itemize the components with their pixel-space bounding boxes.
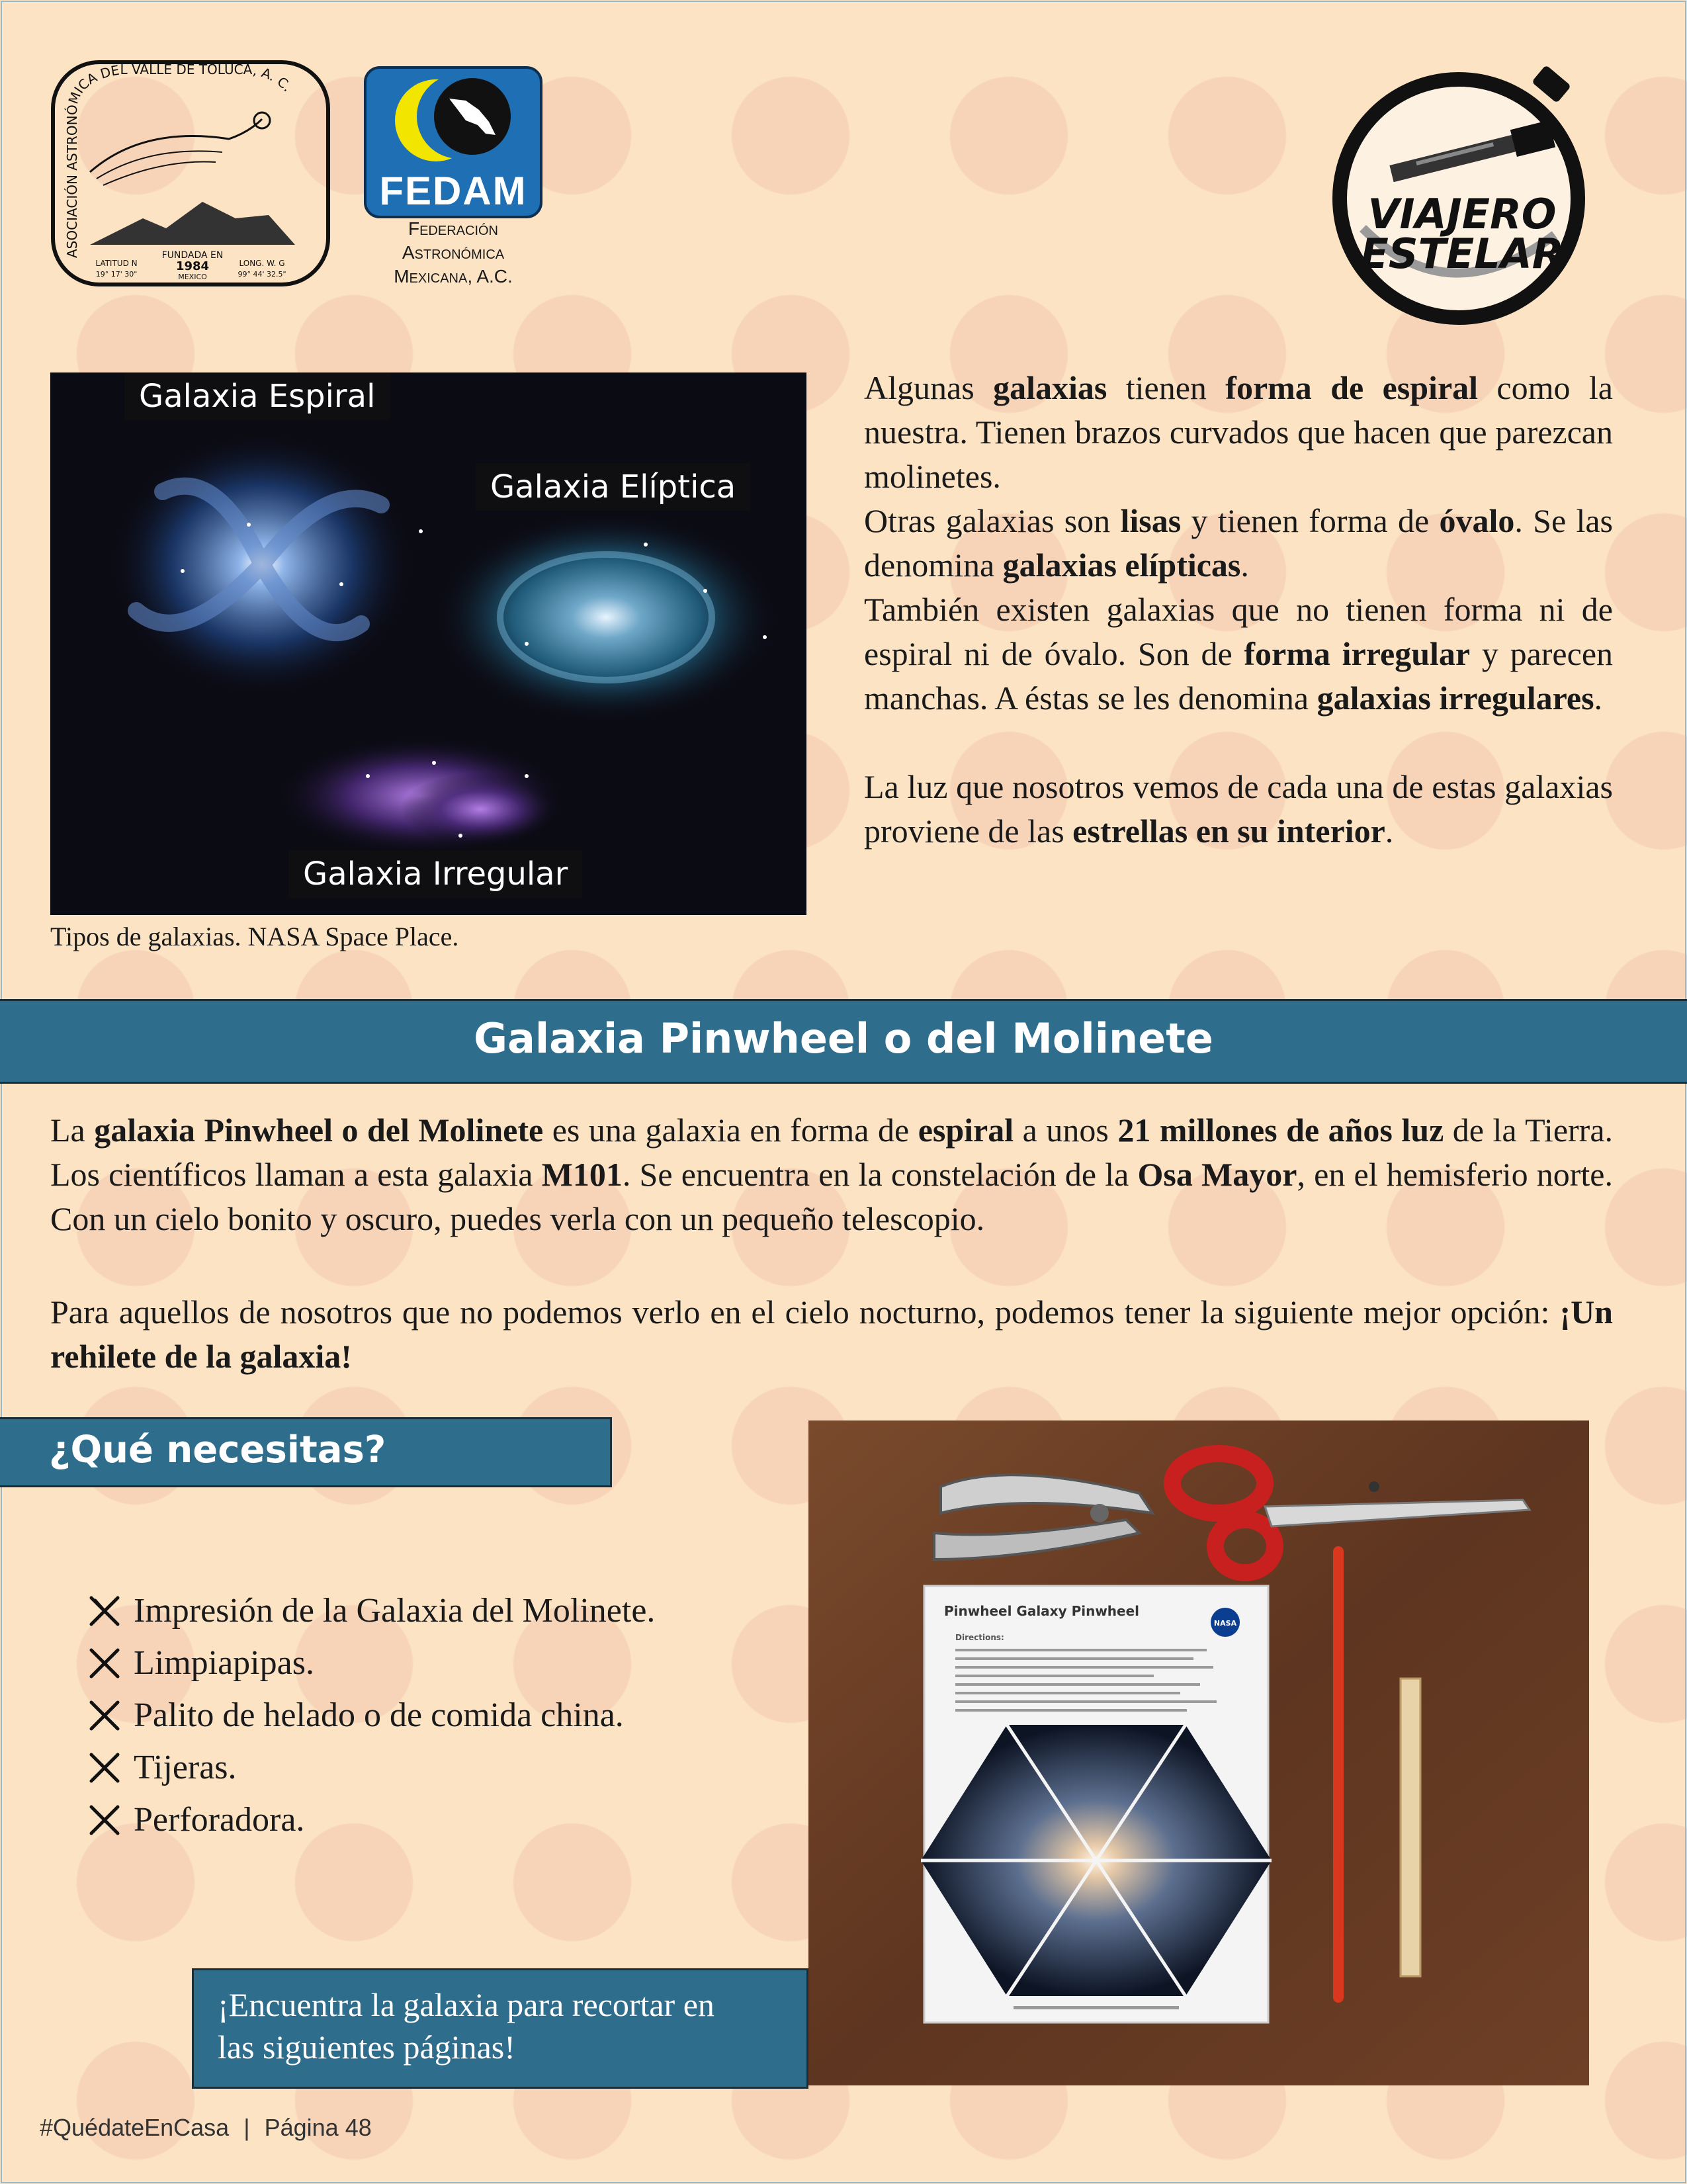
sheet-directions: Directions: xyxy=(955,1633,1004,1642)
cross-bullet-icon xyxy=(86,1802,123,1839)
longitud-label: LONG. W. G xyxy=(239,259,285,268)
text-run: . Se las denomina xyxy=(864,502,1614,584)
intro-paragraph-3 xyxy=(864,588,1613,721)
bold-run: óvalo xyxy=(1439,502,1515,539)
text-run: También existen galaxias que no tienen forma ni de espiral ni de óvalo. Son de xyxy=(864,591,1613,672)
fedam-logo xyxy=(364,66,542,284)
elliptical-galaxy-shape xyxy=(434,511,778,723)
list-item xyxy=(86,1794,655,1846)
list-item-text: Perforadora. xyxy=(134,1801,305,1839)
intro-text xyxy=(864,366,1613,853)
bold-run: forma de espiral xyxy=(1225,369,1479,406)
sheet-title: Pinwheel Galaxy Pinwheel xyxy=(944,1603,1140,1619)
section-paragraph-2 xyxy=(50,1290,1613,1379)
bold-run: galaxias elípticas xyxy=(1002,546,1241,584)
intro-spacer xyxy=(864,721,1613,765)
moon-mexico-icon xyxy=(367,69,540,175)
asociacion-logo xyxy=(50,60,332,288)
viajero-line-2: ESTELAR xyxy=(1360,230,1564,278)
section-header-band xyxy=(0,999,1687,1084)
latitud-label: LATITUD N xyxy=(95,259,138,268)
bold-run: ¡Un rehilete de la galaxia! xyxy=(50,1293,1613,1375)
asociacion-seal-icon xyxy=(50,60,332,288)
list-item xyxy=(86,1741,655,1794)
list-item xyxy=(86,1585,655,1637)
footer-separator: | xyxy=(243,2114,250,2141)
latitud-value: 19° 17' 30" xyxy=(95,270,138,279)
text-run: , en el hemisferio norte. Con un cielo bonito y oscuro, puedes verla con un pequeño telescopio. xyxy=(50,1156,1613,1237)
label-spiral: Galaxia Espiral xyxy=(124,372,390,420)
text-run: es una galaxia en forma de xyxy=(543,1112,918,1149)
viajero-estelar-logo xyxy=(1317,36,1614,334)
needs-title: ¿Qué necesitas? xyxy=(49,1428,386,1471)
text-run: . Se encuentra en la constelación de la xyxy=(622,1156,1138,1193)
text-run: La luz que nosotros vemos de cada una de estas galaxias proviene de las xyxy=(864,768,1613,850)
cross-bullet-icon xyxy=(86,1697,123,1734)
needs-header xyxy=(0,1417,612,1487)
bold-run: estrellas en su interior xyxy=(1072,812,1385,850)
list-item-text: Palito de helado o de comida china. xyxy=(134,1696,624,1734)
founded-year: 1984 xyxy=(175,259,210,273)
section-paragraph-1-text xyxy=(50,1108,1613,1241)
bold-run: espiral xyxy=(918,1112,1014,1149)
bold-run: galaxias xyxy=(993,369,1107,406)
telescope-ring-icon xyxy=(1317,36,1614,334)
longitud-value: 99° 44' 32.5" xyxy=(238,270,286,279)
chopstick-icon xyxy=(1401,1679,1420,1976)
text-run: como la nuestra. Tienen brazos curvados que hacen que parezcan molinetes. xyxy=(864,369,1614,495)
bold-run: forma irregular xyxy=(1244,635,1471,672)
intro-paragraph-2 xyxy=(864,499,1613,588)
text-run: y parecen manchas. A éstas se les denomina xyxy=(864,635,1614,717)
text-run: . xyxy=(1240,546,1249,584)
text-run: La xyxy=(50,1112,95,1149)
galaxy-types-image xyxy=(50,372,806,915)
fedam-line-1: Federación xyxy=(408,218,498,239)
fedam-line-2: Astronómica xyxy=(402,242,505,263)
footer-hashtag: #QuédateEnCasa xyxy=(40,2114,230,2141)
fedam-name xyxy=(351,217,556,288)
text-run: de la Tierra. Los científicos llaman a esta galaxia xyxy=(50,1112,1614,1193)
image-caption: Tipos de galaxias. NASA Space Place. xyxy=(50,922,459,951)
bold-run: M101 xyxy=(541,1156,623,1193)
founded-label: FUNDADA EN xyxy=(161,250,224,261)
materials-list xyxy=(86,1585,655,1846)
viajero-line-1: VIAJERO xyxy=(1367,190,1557,238)
text-run: . xyxy=(1385,812,1394,850)
materials-photo xyxy=(808,1420,1589,2085)
pinwheel-printout xyxy=(921,1586,1272,2023)
text-run: Otras galaxias son xyxy=(864,502,1121,539)
text-run: y tienen forma de xyxy=(1181,502,1440,539)
text-run: Algunas xyxy=(864,369,994,406)
cross-bullet-icon xyxy=(86,1645,123,1682)
pais-label: MEXICO xyxy=(178,273,207,281)
label-irregular: Galaxia Irregular xyxy=(288,850,582,898)
footer xyxy=(40,2114,372,2142)
nasa-label: NASA xyxy=(1213,1619,1237,1628)
bold-run: galaxia Pinwheel o del Molinete xyxy=(94,1112,544,1149)
list-item-text: Limpiapipas. xyxy=(134,1644,314,1682)
intro-paragraph-1 xyxy=(864,366,1613,499)
cutout-note xyxy=(192,1968,808,2089)
text-run: tienen xyxy=(1107,369,1226,406)
galaxy-illustration xyxy=(50,372,806,915)
fedam-acronym: FEDAM xyxy=(379,169,527,213)
asociacion-ring-text: ASOCIACIÓN ASTRONÓMICA DEL VALLE DE TOLUCA, A. C. xyxy=(64,62,296,258)
text-run: . xyxy=(1594,679,1603,717)
list-item-text: Tijeras. xyxy=(134,1749,237,1786)
cross-bullet-icon xyxy=(86,1593,123,1630)
text-run: a unos xyxy=(1014,1112,1118,1149)
intro-paragraph-4 xyxy=(864,765,1613,853)
section-paragraph-1 xyxy=(50,1108,1613,1241)
bold-run: 21 millones de años luz xyxy=(1117,1112,1444,1149)
bold-run: lisas xyxy=(1120,502,1182,539)
list-item-text: Impresión de la Galaxia del Molinete. xyxy=(134,1592,656,1630)
fedam-badge xyxy=(364,66,542,218)
list-item xyxy=(86,1689,655,1741)
pipe-cleaner-icon xyxy=(1333,1546,1344,2003)
text-run: Para aquellos de nosotros que no podemos verlo en el cielo nocturno, podemos tener la siguiente mejor opción: xyxy=(50,1293,1560,1331)
materials-photo-illustration xyxy=(808,1420,1589,2085)
bold-run: galaxias irregulares xyxy=(1317,679,1594,717)
section-paragraph-2-text xyxy=(50,1290,1613,1379)
bold-run: Osa Mayor xyxy=(1137,1156,1297,1193)
section-title: Galaxia Pinwheel o del Molinete xyxy=(474,1014,1213,1063)
fedam-line-3: Mexicana, A.C. xyxy=(394,266,513,286)
footer-page-number: Página 48 xyxy=(264,2114,372,2141)
cross-bullet-icon xyxy=(86,1749,123,1786)
cutout-note-text: ¡Encuentra la galaxia para recortar en las siguientes páginas! xyxy=(218,1986,714,2066)
list-item xyxy=(86,1637,655,1689)
label-elliptical: Galaxia Elíptica xyxy=(476,463,750,511)
